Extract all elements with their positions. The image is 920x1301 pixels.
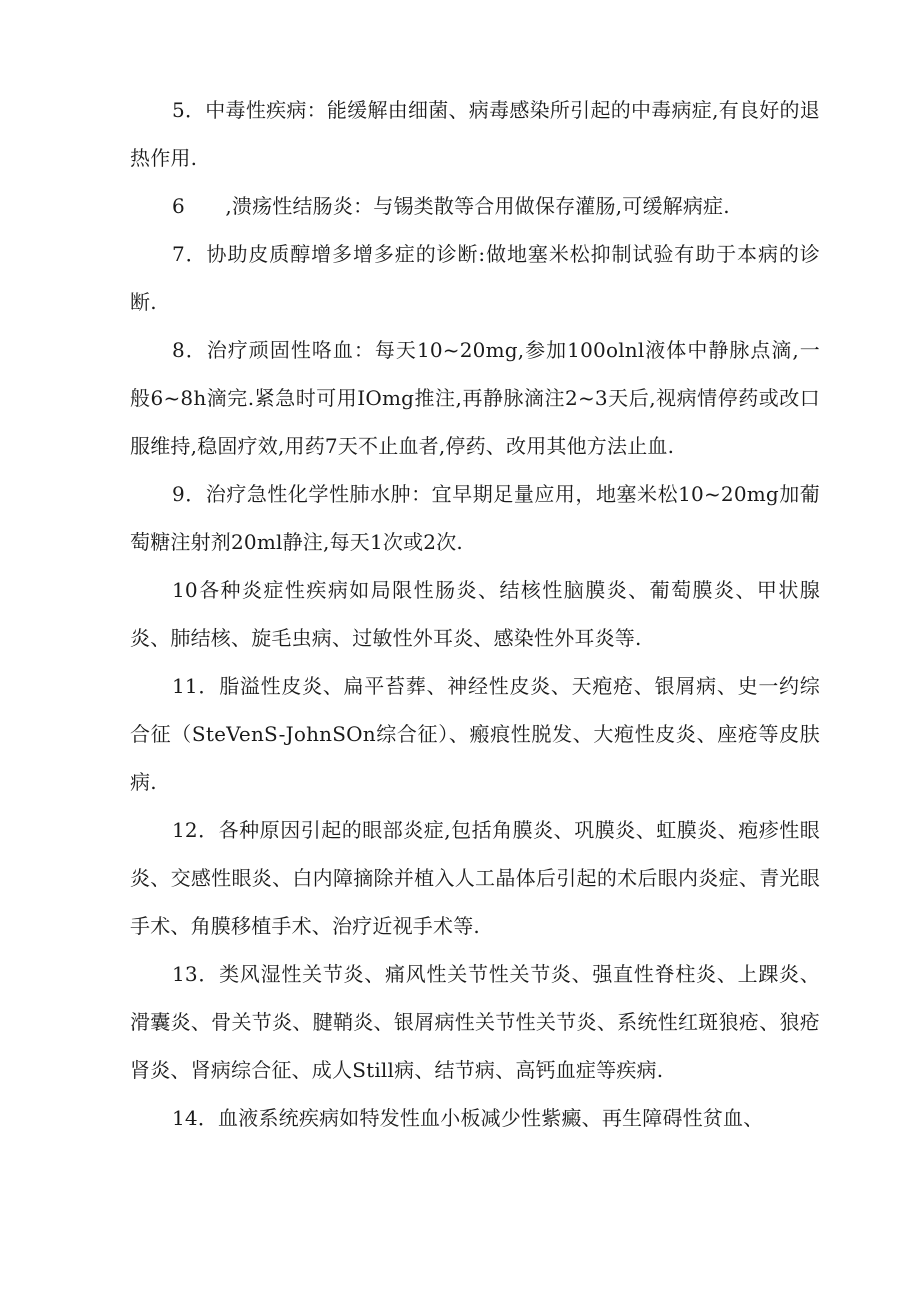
paragraph-10: 10各种炎症性疾病如局限性肠炎、结核性脑膜炎、葡萄膜炎、甲状腺炎、肺结核、旋毛虫病、过敏性外耳炎、感染性外耳炎等. [130,578,820,650]
paragraph-14: 14．血液系统疾病如特发性血小板减少性紫癜、再生障碍性贫血、 [172,1106,764,1130]
document-body [130,86,820,1142]
paragraph-11: 11．脂溢性皮炎、扁平苔葬、神经性皮炎、天疱疮、银屑病、史一约综合征（SteVenS-JohnSOn综合征）、瘢痕性脱发、大疱性皮炎、座疮等皮肤病. [130,674,820,794]
paragraph-12: 12．各种原因引起的眼部炎症,包括角膜炎、巩膜炎、虹膜炎、疱疹性眼炎、交感性眼炎、白内障摘除并植入人工晶体后引起的术后眼内炎症、青光眼手术、角膜移植手术、治疗近视手术等. [130,818,820,938]
paragraph-13: 13．类风湿性关节炎、痛风性关节性关节炎、强直性脊柱炎、上踝炎、滑囊炎、骨关节炎、腱鞘炎、银屑病性关节性关节炎、系统性红斑狼疮、狼疮肾炎、肾病综合征、成人Still病、结节病、高钙血症等疾病. [130,962,820,1082]
paragraph-5: 5．中毒性疾病：能缓解由细菌、病毒感染所引起的中毒病症,有良好的退热作用. [130,98,820,170]
paragraph-6: 6 ,溃疡性结肠炎：与锡类散等合用做保存灌肠,可缓解病症. [172,194,730,218]
paragraph-9: 9．治疗急性化学性肺水肿：宜早期足量应用，地塞米松10~20mg加葡萄糖注射剂20ml静注,每天1次或2次. [130,482,820,554]
paragraph-7: 7．协助皮质醇增多增多症的诊断:做地塞米松抑制试验有助于本病的诊断. [130,242,820,314]
paragraph-8: 8．治疗顽固性咯血：每天10~20mg,参加100olnl液体中静脉点滴,一般6~8h滴完.紧急时可用IOmg推注,再静脉滴注2~3天后,视病情停药或改口服维持,稳固疗效,用药7天不止血者,停药、改用其他方法止血. [130,338,820,458]
